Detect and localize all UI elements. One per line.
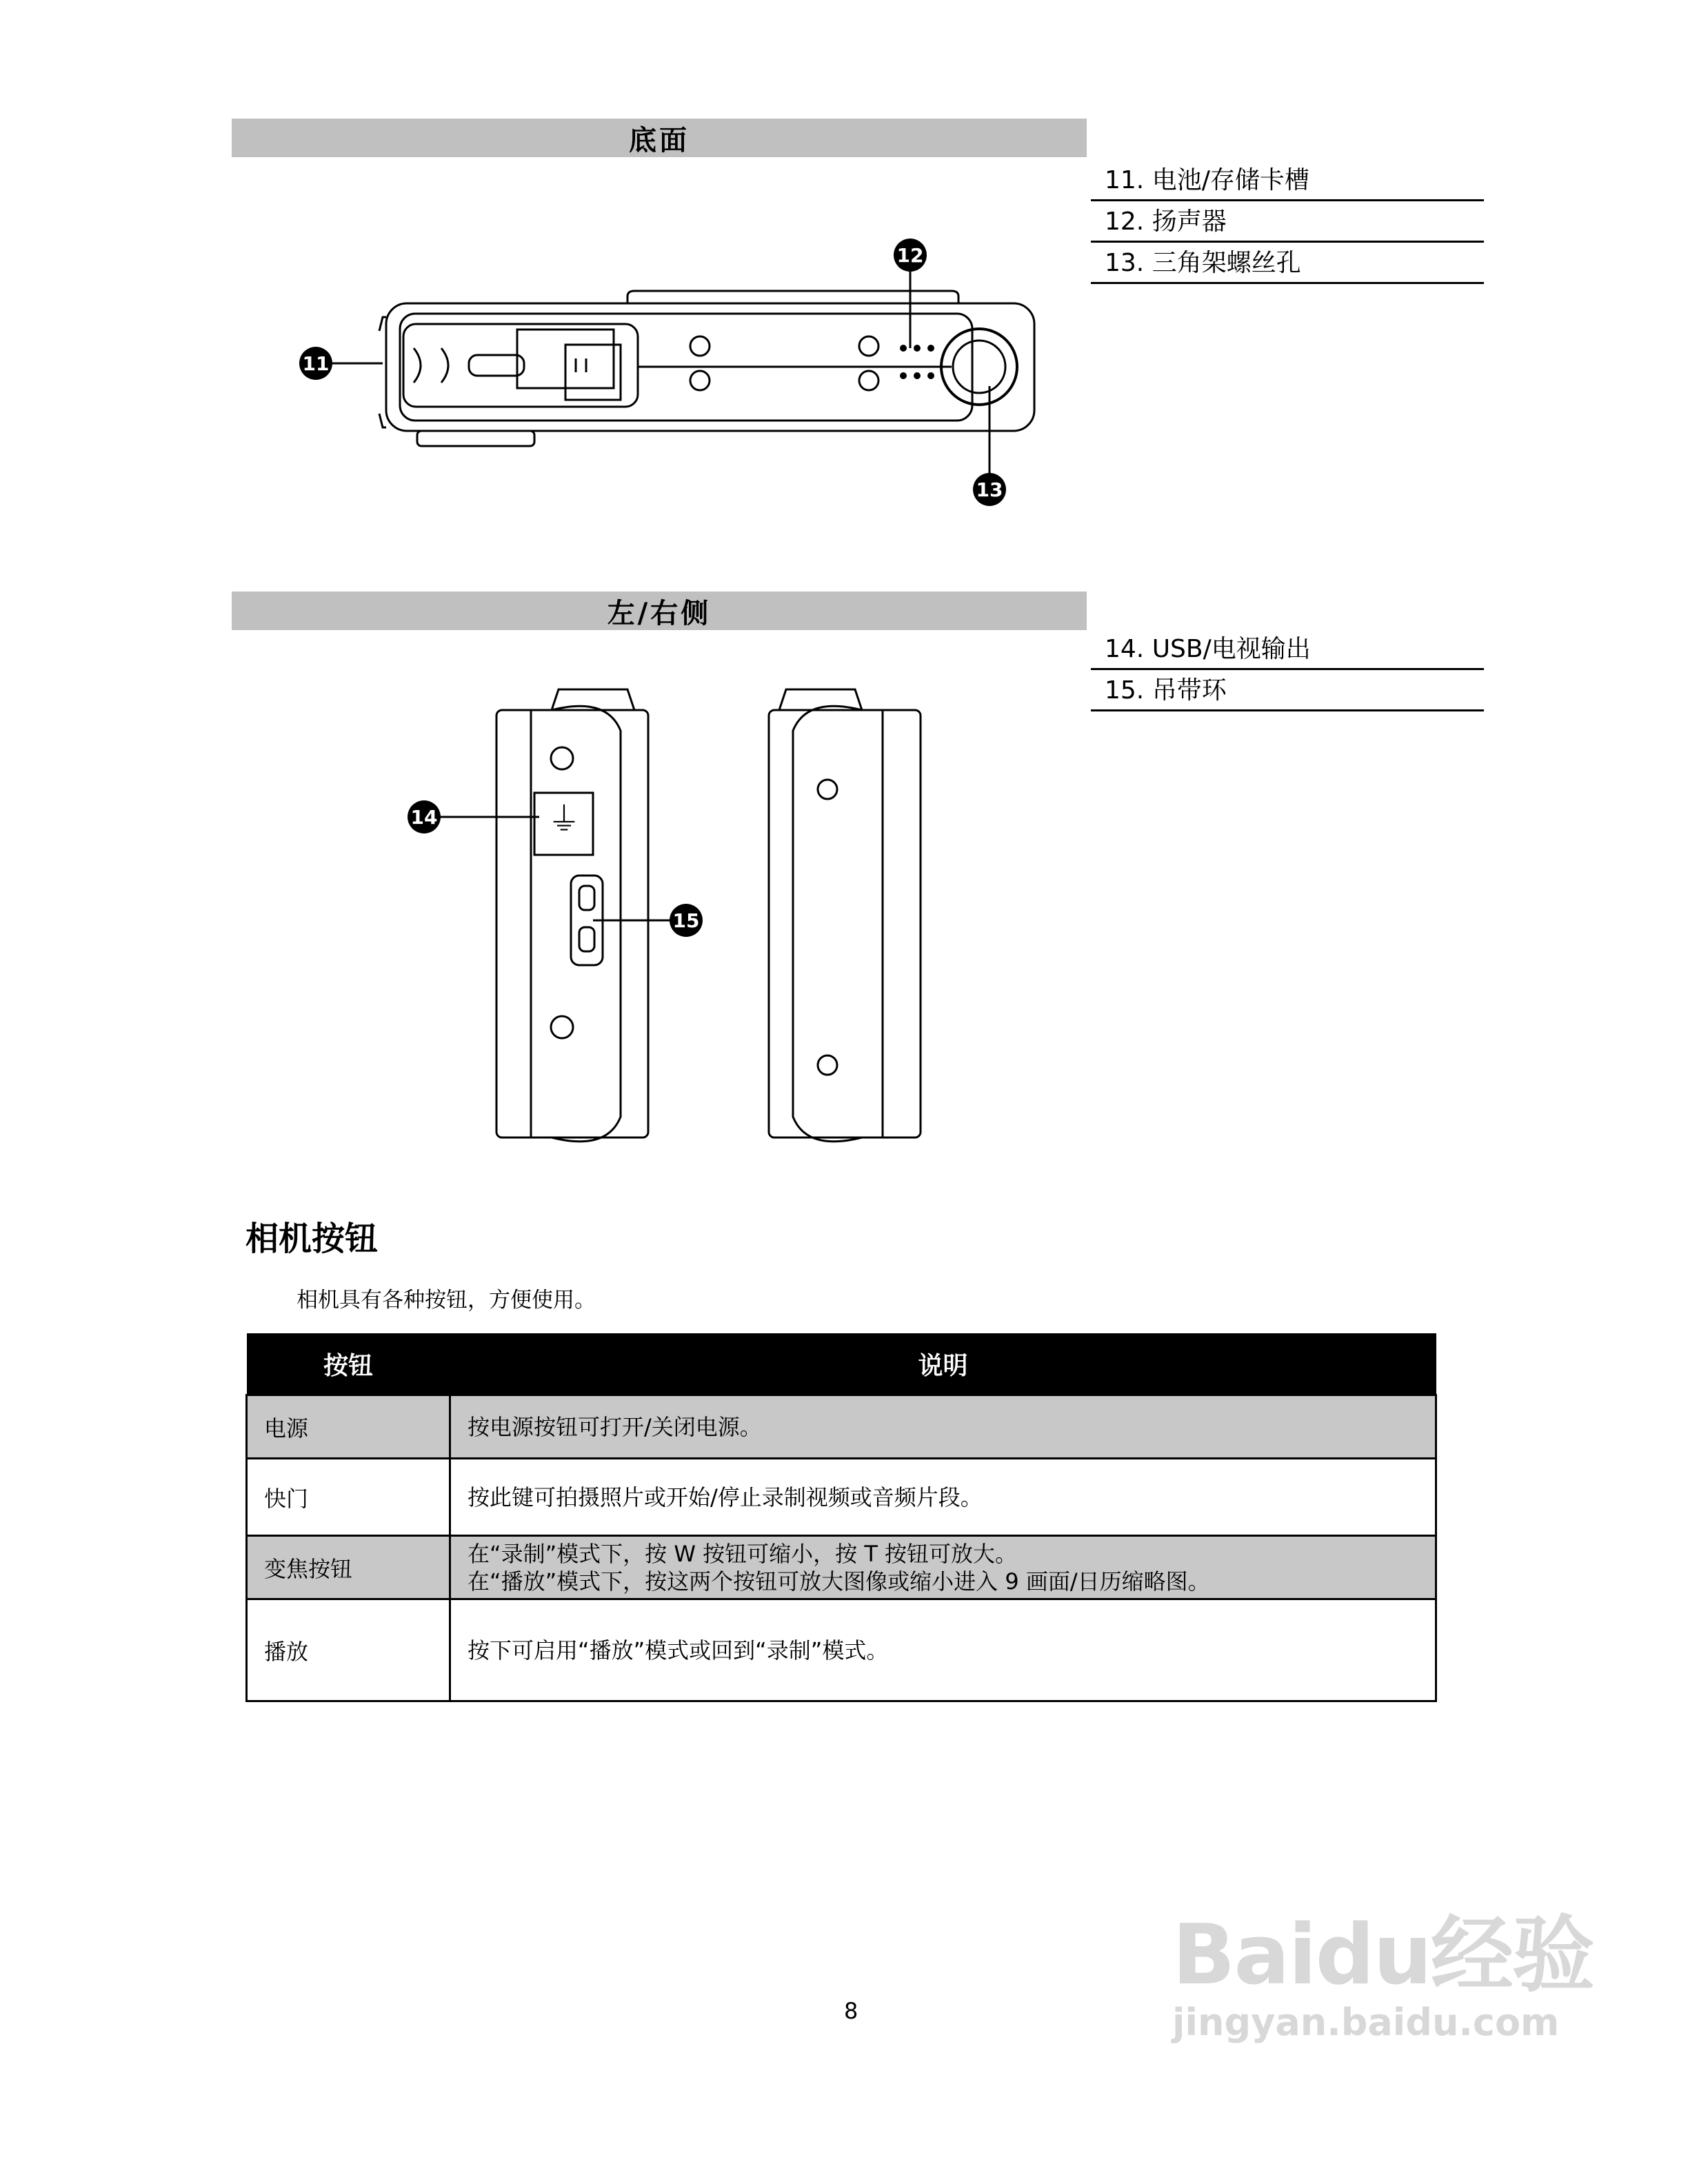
side-view-title: 左/右侧: [607, 597, 712, 629]
button-name: 播放: [247, 1599, 450, 1701]
bottom-view-title: 底面: [629, 124, 690, 156]
usb-icon: ⏚: [547, 800, 581, 839]
legend-item-14: 14. USB/电视输出: [1091, 629, 1484, 670]
camera-bottom-diagram: [290, 228, 1048, 517]
svg-text:12: 12: [896, 244, 924, 267]
watermark: [1172, 1889, 1594, 2044]
button-desc: 在“录制”模式下，按 W 按钮可缩小，按 T 按钮可放大。 在“播放”模式下，按这两个按钮可放大图像或缩小进入 9 画面/日历缩略图。: [450, 1536, 1436, 1599]
callout-13: [973, 473, 1006, 506]
legend-item-11: 11. 电池/存储卡槽: [1091, 160, 1484, 201]
legend-item-13: 13. 三角架螺丝孔: [1091, 243, 1484, 284]
callout-11: [299, 347, 332, 380]
table-header: [247, 1333, 1436, 1395]
watermark-url: jingyan.baidu.com: [1172, 2001, 1560, 2044]
bottom-view-header: [232, 119, 1087, 157]
button-name: 电源: [247, 1395, 450, 1459]
button-desc: 按下可启用“播放”模式或回到“录制”模式。: [450, 1599, 1436, 1701]
table-row: [247, 1395, 1436, 1459]
page-number: 8: [844, 1998, 858, 2024]
intro-text: 相机具有各种按钮，方便使用。: [297, 1288, 596, 1313]
table-row: [247, 1599, 1436, 1701]
button-desc: 按此键可拍摄照片或开始/停止录制视频或音频片段。: [450, 1459, 1436, 1536]
svg-text:13: 13: [976, 478, 1003, 501]
watermark-logo: Baidu经验: [1172, 1908, 1594, 2003]
table-row: [247, 1459, 1436, 1536]
callout-14: [408, 800, 441, 833]
svg-text:11: 11: [302, 352, 330, 375]
legend-item-15: 15. 吊带环: [1091, 670, 1484, 711]
buttons-table: [245, 1333, 1437, 1702]
side-view-header: [232, 592, 1087, 630]
svg-text:15: 15: [672, 909, 700, 932]
header-description: 说明: [450, 1333, 1436, 1395]
table-row: [247, 1536, 1436, 1599]
legend-item-12: 12. 扬声器: [1091, 201, 1484, 243]
bottom-view-legend: [1091, 160, 1484, 284]
side-view-legend: [1091, 629, 1484, 711]
callout-15: [670, 904, 703, 937]
button-name: 快门: [247, 1459, 450, 1536]
button-name: 变焦按钮: [247, 1536, 450, 1599]
section-title: 相机按钮: [245, 1220, 379, 1258]
header-button: 按钮: [247, 1333, 450, 1395]
camera-side-diagram: [386, 676, 952, 1158]
button-desc: 按电源按钮可打开/关闭电源。: [450, 1395, 1436, 1459]
svg-text:14: 14: [410, 806, 438, 829]
callout-12: [894, 239, 927, 272]
